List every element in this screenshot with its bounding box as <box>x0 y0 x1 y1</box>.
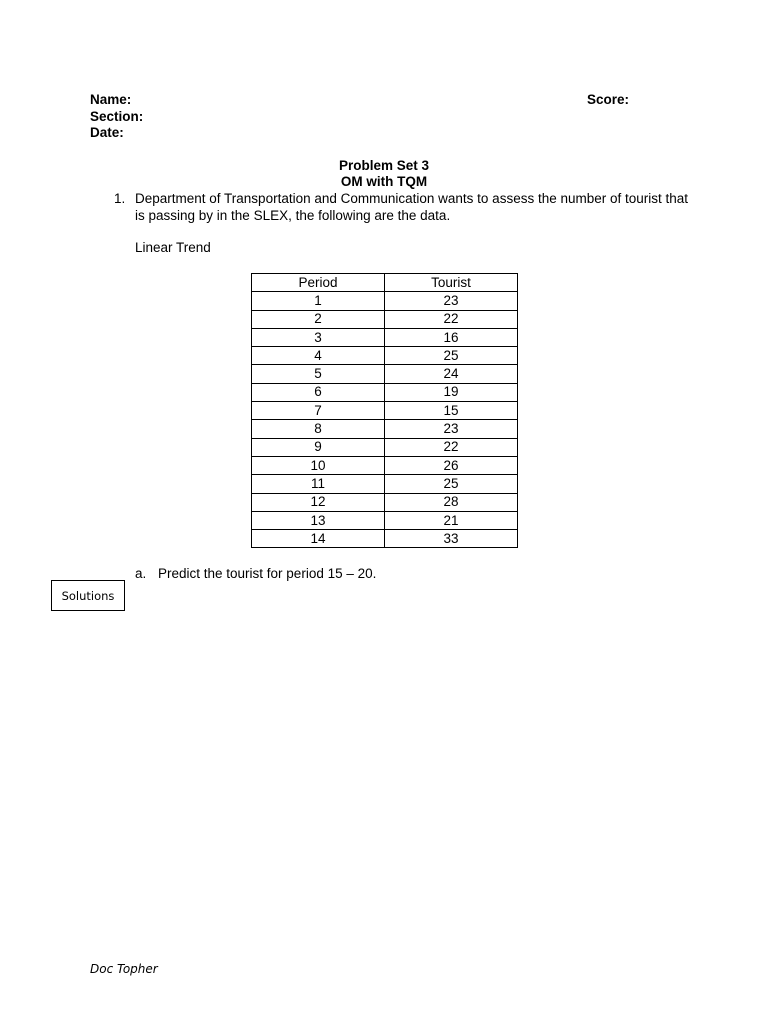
period-cell: 12 <box>252 493 385 511</box>
period-cell: 7 <box>252 402 385 420</box>
page-subtitle: OM with TQM <box>340 174 428 189</box>
period-cell: 5 <box>252 365 385 383</box>
table-header-row <box>252 274 518 292</box>
period-cell: 13 <box>252 511 385 529</box>
solutions-box <box>51 580 125 611</box>
tourist-cell: 16 <box>385 328 518 346</box>
period-cell: 4 <box>252 347 385 365</box>
table-row <box>252 493 518 511</box>
table-body <box>252 292 518 548</box>
table-row <box>252 511 518 529</box>
period-cell: 10 <box>252 456 385 474</box>
period-cell: 3 <box>252 328 385 346</box>
period-cell: 11 <box>252 475 385 493</box>
tourist-cell: 28 <box>385 493 518 511</box>
score-label: Score: <box>587 92 630 107</box>
tourist-cell: 21 <box>385 511 518 529</box>
table-row <box>252 347 518 365</box>
table-row <box>252 292 518 310</box>
period-cell: 6 <box>252 383 385 401</box>
score-block <box>587 92 629 109</box>
subquestion-letter: a. <box>135 566 147 581</box>
tourist-cell: 22 <box>385 438 518 456</box>
tourist-cell: 24 <box>385 365 518 383</box>
date-label: Date: <box>90 125 124 140</box>
table-row <box>252 530 518 548</box>
table-row <box>252 402 518 420</box>
period-cell: 1 <box>252 292 385 310</box>
tourist-cell: 19 <box>385 383 518 401</box>
page-title: Problem Set 3 <box>338 158 430 173</box>
tourist-cell: 15 <box>385 402 518 420</box>
period-cell: 2 <box>252 310 385 328</box>
column-header-tourist: Tourist <box>385 274 518 292</box>
table-row <box>252 438 518 456</box>
student-info-block <box>90 92 143 142</box>
table-row <box>252 456 518 474</box>
tourist-cell: 23 <box>385 292 518 310</box>
tourist-cell: 26 <box>385 456 518 474</box>
question-number: 1. <box>114 191 126 206</box>
tourist-cell: 25 <box>385 475 518 493</box>
period-cell: 8 <box>252 420 385 438</box>
period-cell: 9 <box>252 438 385 456</box>
subquestion-text: Predict the tourist for period 15 – 20. <box>158 566 377 581</box>
tourist-cell: 23 <box>385 420 518 438</box>
tourist-cell: 33 <box>385 530 518 548</box>
table-row <box>252 365 518 383</box>
table-row <box>252 383 518 401</box>
name-label: Name: <box>90 92 132 107</box>
table-row <box>252 328 518 346</box>
method-label: Linear Trend <box>135 240 211 255</box>
table-row <box>252 420 518 438</box>
solutions-label: Solutions <box>61 588 115 603</box>
section-label: Section: <box>90 108 144 124</box>
question-text: Department of Transportation and Communication wants to assess the number of tourist that is passing by in the SLEX, the following are the data. <box>135 191 689 223</box>
footer-author: Doc Topher <box>90 962 158 976</box>
period-cell: 14 <box>252 530 385 548</box>
tourist-cell: 25 <box>385 347 518 365</box>
table-row <box>252 310 518 328</box>
table-row <box>252 475 518 493</box>
data-table <box>251 273 518 548</box>
tourist-cell: 22 <box>385 310 518 328</box>
column-header-period: Period <box>252 274 385 292</box>
